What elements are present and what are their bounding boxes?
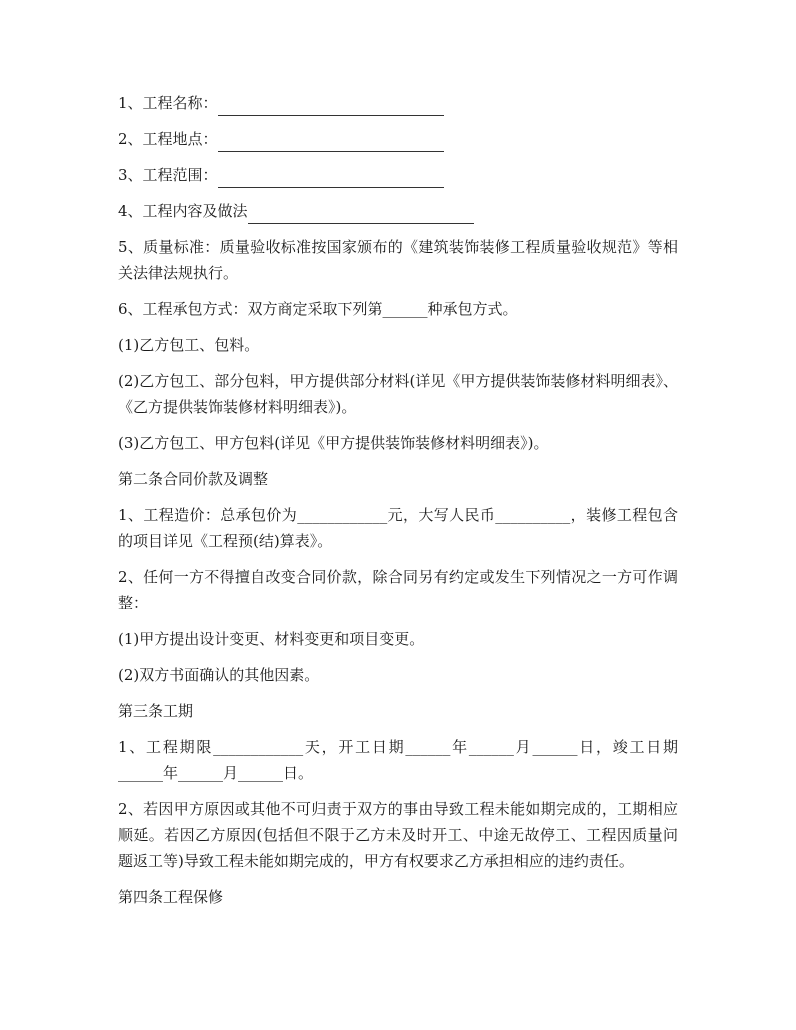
section-3-duration: 1、工程期限____________天，开工日期______年______月______日，竣工日期______年______月______日。 xyxy=(118,738,678,782)
item-project-content xyxy=(118,198,678,224)
section-3-title: 第三条工期 xyxy=(118,702,194,720)
contract-mode-option-3: (3)乙方包工、甲方包料(详见《甲方提供装饰装修材料明细表》)。 xyxy=(118,434,549,452)
section-4-title: 第四条工程保修 xyxy=(118,888,224,906)
item-project-content-label: 4、工程内容及做法 xyxy=(118,202,248,220)
item-quality-standard: 5、质量标准：质量验收标准按国家颁布的《建筑装饰装修工程质量验收规范》等相关法律法规执行。 xyxy=(118,238,678,282)
project-content-blank xyxy=(248,205,474,224)
section-2-adjustment: 2、任何一方不得擅自改变合同价款，除合同另有约定或发生下列情况之一方可作调整： xyxy=(118,568,678,612)
section-2-title: 第二条合同价款及调整 xyxy=(118,470,269,488)
contract-mode-option-2: (2)乙方包工、部分包料，甲方提供部分材料(详见《甲方提供装饰装修材料明细表》、《乙方提供装饰装修材料明细表》)。 xyxy=(118,372,678,416)
project-name-blank xyxy=(218,97,444,116)
project-location-blank xyxy=(218,133,444,152)
section-2-condition-2: (2)双方书面确认的其他因素。 xyxy=(118,666,320,684)
item-project-location xyxy=(118,126,678,152)
item-project-name xyxy=(118,90,678,116)
item-project-name-label: 1、工程名称： xyxy=(118,94,218,112)
section-2-price: 1、工程造价：总承包价为____________元，大写人民币__________，装修工程包含的项目详见《工程预(结)算表》。 xyxy=(118,506,678,550)
section-2-condition-1: (1)甲方提出设计变更、材料变更和项目变更。 xyxy=(118,630,425,648)
contract-mode-option-1: (1)乙方包工、包料。 xyxy=(118,336,260,354)
project-scope-blank xyxy=(218,169,444,188)
document-page xyxy=(118,90,678,920)
item-project-scope-label: 3、工程范围： xyxy=(118,166,218,184)
item-project-scope xyxy=(118,162,678,188)
item-project-location-label: 2、工程地点： xyxy=(118,130,218,148)
section-3-delay: 2、若因甲方原因或其他不可归责于双方的事由导致工程未能如期完成的，工期相应顺延。若因乙方原因(包括但不限于乙方未及时开工、中途无故停工、工程因质量问题返工等)导致工程未能如期完成的，甲方有权要求乙方承担相应的违约责任。 xyxy=(118,800,678,870)
item-contract-mode: 6、工程承包方式：双方商定采取下列第______种承包方式。 xyxy=(118,300,518,318)
